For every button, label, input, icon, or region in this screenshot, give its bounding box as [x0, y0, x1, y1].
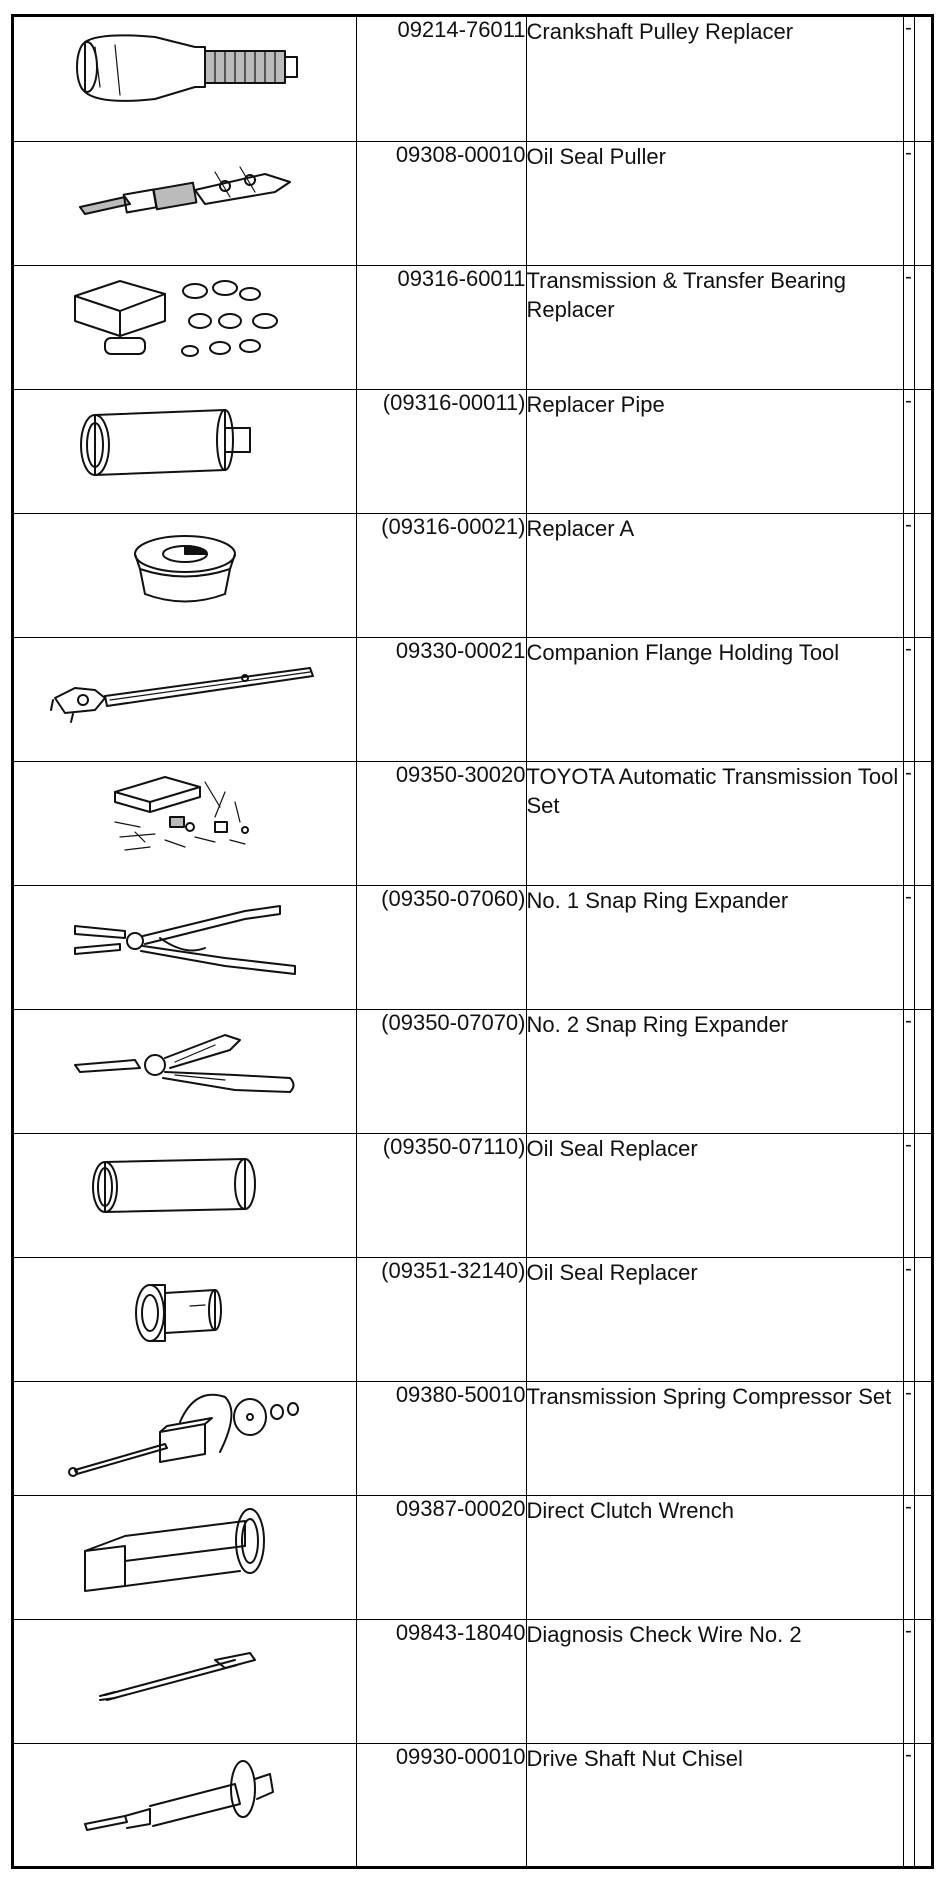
- tool-table-frame: [11, 14, 934, 1869]
- replacer-pipe-icon: [65, 390, 305, 490]
- tool-illustration: [14, 1381, 356, 1495]
- part-number: (09316-00011): [356, 389, 526, 513]
- part-number: (09316-00021): [356, 513, 526, 637]
- note-mark: -: [903, 1495, 914, 1619]
- tool-illustration: [14, 637, 356, 761]
- note-mark: -: [903, 17, 914, 141]
- note-mark: -: [903, 1257, 914, 1381]
- tool-illustration: [14, 265, 356, 389]
- tool-name: Oil Seal Replacer: [526, 1257, 903, 1381]
- empty-cell: [914, 1619, 931, 1743]
- tool-illustration: [14, 885, 356, 1009]
- tool-name: No. 1 Snap Ring Expander: [526, 885, 903, 1009]
- flange-holding-tool-icon: [45, 638, 325, 738]
- tool-name: Companion Flange Holding Tool: [526, 637, 903, 761]
- part-number: 09387-00020: [356, 1495, 526, 1619]
- empty-cell: [914, 637, 931, 761]
- table-row: [14, 1743, 931, 1867]
- tool-name: Transmission Spring Compressor Set: [526, 1381, 903, 1495]
- tool-illustration: [14, 141, 356, 265]
- snap-ring-expander-1-icon: [65, 886, 305, 986]
- table-row: [14, 1257, 931, 1381]
- tool-illustration: [14, 513, 356, 637]
- oil-seal-replacer-pipe-icon: [65, 1134, 305, 1234]
- note-mark: -: [903, 761, 914, 885]
- note-mark: -: [903, 141, 914, 265]
- table-row: [14, 1495, 931, 1619]
- check-wire-icon: [65, 1620, 305, 1720]
- tool-name: Transmission & Transfer Bearing Replacer: [526, 265, 903, 389]
- empty-cell: [914, 389, 931, 513]
- tool-illustration: [14, 761, 356, 885]
- table-row: [14, 1381, 931, 1495]
- bearing-replacer-set-icon: [65, 266, 305, 366]
- empty-cell: [914, 1743, 931, 1867]
- tool-name: Oil Seal Replacer: [526, 1133, 903, 1257]
- note-mark: -: [903, 1743, 914, 1867]
- special-service-tools-table: [14, 17, 931, 1867]
- part-number: 09308-00010: [356, 141, 526, 265]
- snap-ring-expander-2-icon: [65, 1010, 305, 1110]
- replacer-a-icon: [65, 514, 305, 614]
- nut-chisel-icon: [65, 1744, 305, 1844]
- empty-cell: [914, 1257, 931, 1381]
- tool-name: No. 2 Snap Ring Expander: [526, 1009, 903, 1133]
- tool-name: TOYOTA Automatic Transmission Tool Set: [526, 761, 903, 885]
- transmission-tool-set-icon: [95, 762, 275, 862]
- empty-cell: [914, 513, 931, 637]
- empty-cell: [914, 17, 931, 141]
- spring-compressor-icon: [55, 1382, 315, 1482]
- tool-illustration: [14, 17, 356, 141]
- table-row: [14, 761, 931, 885]
- note-mark: -: [903, 1133, 914, 1257]
- tool-illustration: [14, 1619, 356, 1743]
- note-mark: -: [903, 1009, 914, 1133]
- tool-name: Direct Clutch Wrench: [526, 1495, 903, 1619]
- note-mark: -: [903, 885, 914, 1009]
- note-mark: -: [903, 1619, 914, 1743]
- tool-illustration: [14, 1495, 356, 1619]
- table-row: [14, 637, 931, 761]
- table-row: [14, 17, 931, 141]
- table-row: [14, 141, 931, 265]
- empty-cell: [914, 141, 931, 265]
- part-number: 09930-00010: [356, 1743, 526, 1867]
- tool-illustration: [14, 389, 356, 513]
- empty-cell: [914, 885, 931, 1009]
- tool-illustration: [14, 1009, 356, 1133]
- tool-name: Crankshaft Pulley Replacer: [526, 17, 903, 141]
- tool-illustration: [14, 1743, 356, 1867]
- part-number: 09316-60011: [356, 265, 526, 389]
- part-number: 09214-76011: [356, 17, 526, 141]
- part-number: 09350-30020: [356, 761, 526, 885]
- empty-cell: [914, 1009, 931, 1133]
- empty-cell: [914, 1495, 931, 1619]
- note-mark: -: [903, 265, 914, 389]
- note-mark: -: [903, 389, 914, 513]
- tool-name: Drive Shaft Nut Chisel: [526, 1743, 903, 1867]
- tool-name: Replacer Pipe: [526, 389, 903, 513]
- tool-illustration: [14, 1257, 356, 1381]
- clutch-wrench-icon: [65, 1496, 305, 1596]
- pulley-replacer-icon: [65, 17, 305, 117]
- empty-cell: [914, 1381, 931, 1495]
- table-row: [14, 885, 931, 1009]
- tool-name: Replacer A: [526, 513, 903, 637]
- note-mark: -: [903, 1381, 914, 1495]
- tool-name: Diagnosis Check Wire No. 2: [526, 1619, 903, 1743]
- empty-cell: [914, 761, 931, 885]
- part-number: (09350-07070): [356, 1009, 526, 1133]
- tool-illustration: [14, 1133, 356, 1257]
- table-row: [14, 1619, 931, 1743]
- note-mark: -: [903, 513, 914, 637]
- empty-cell: [914, 1133, 931, 1257]
- part-number: 09330-00021: [356, 637, 526, 761]
- table-row: [14, 389, 931, 513]
- part-number: 09843-18040: [356, 1619, 526, 1743]
- oil-seal-replacer-drift-icon: [65, 1258, 305, 1358]
- table-row: [14, 513, 931, 637]
- empty-cell: [914, 265, 931, 389]
- table-row: [14, 1133, 931, 1257]
- part-number: (09350-07110): [356, 1133, 526, 1257]
- seal-puller-icon: [65, 142, 305, 242]
- part-number: 09380-50010: [356, 1381, 526, 1495]
- part-number: (09350-07060): [356, 885, 526, 1009]
- note-mark: -: [903, 637, 914, 761]
- part-number: (09351-32140): [356, 1257, 526, 1381]
- table-row: [14, 265, 931, 389]
- tool-name: Oil Seal Puller: [526, 141, 903, 265]
- table-row: [14, 1009, 931, 1133]
